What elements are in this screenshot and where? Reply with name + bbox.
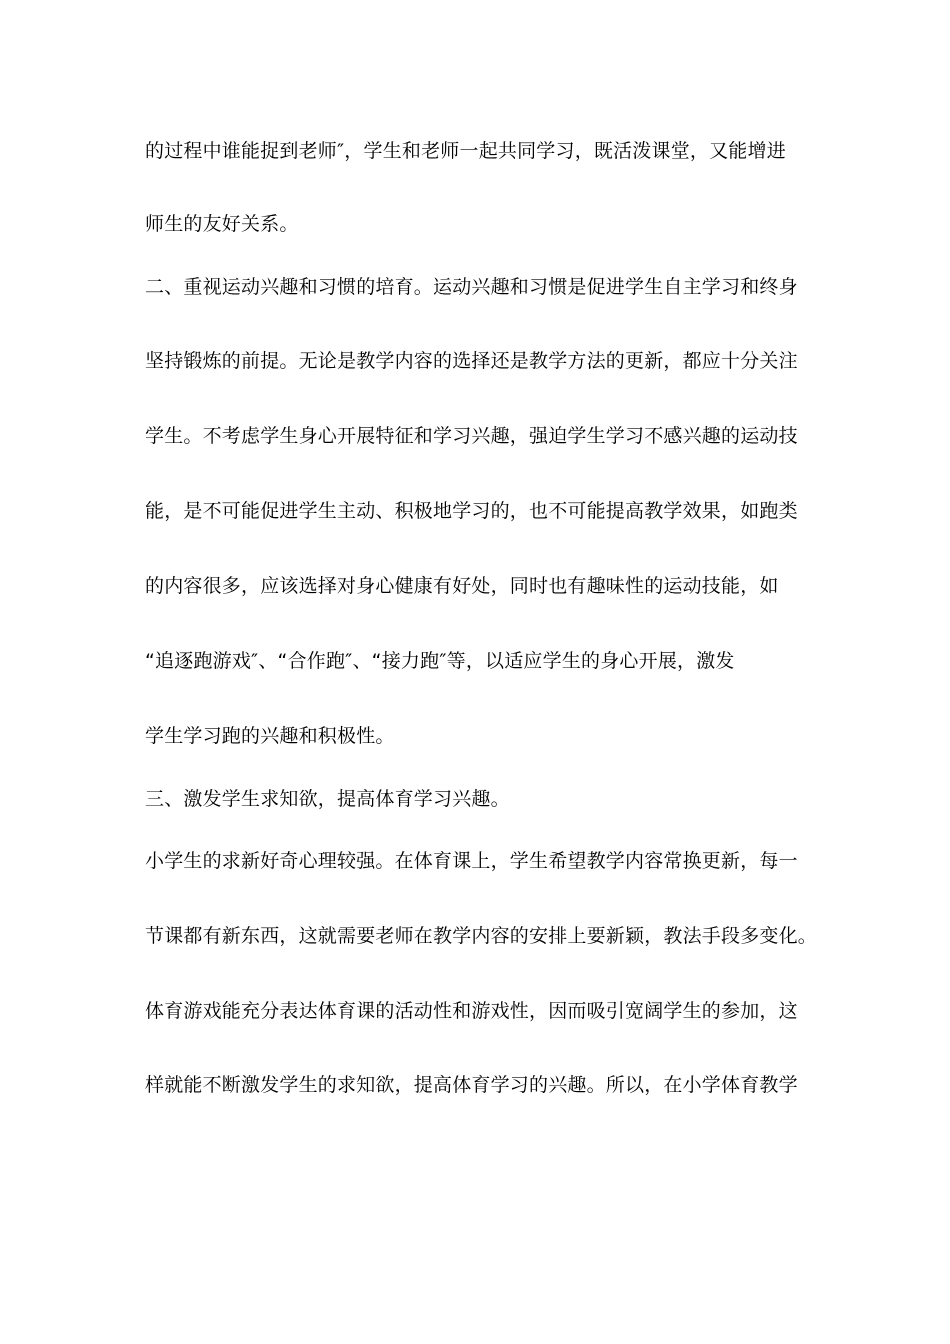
- text-line: 学生学习跑的兴趣和积极性。: [145, 725, 395, 747]
- text-line: 学生。不考虑学生身心开展特征和学习兴趣，强迫学生学习不感兴趣的运动技: [145, 425, 798, 447]
- text-line: 能，是不可能促进学生主动、积极地学习的，也不可能提高教学效果，如跑类: [145, 500, 798, 522]
- text-line: 小学生的求新好奇心理较强。在体育课上，学生希望教学内容常换更新，每一: [145, 850, 798, 872]
- text-line: 样就能不断激发学生的求知欲，提高体育学习的兴趣。所以，在小学体育教学: [145, 1074, 798, 1096]
- text-line: 节课都有新东西，这就需要老师在教学内容的安排上要新颖，教法手段多变化。: [145, 925, 818, 947]
- text-line: 体育游戏能充分表达体育课的活动性和游戏性，因而吸引宽阔学生的参加，这: [145, 1000, 798, 1022]
- text-line: “追逐跑游戏″、“合作跑″、“接力跑″等，以适应学生的身心开展，激发: [145, 650, 735, 672]
- section-heading-2: 二、重视运动兴趣和习惯的培育。运动兴趣和习惯是促进学生自主学习和终身: [145, 276, 798, 298]
- section-heading-3: 三、激发学生求知欲，提高体育学习兴趣。: [145, 788, 510, 810]
- text-line: 的过程中谁能捉到老师″，学生和老师一起共同学习，既活泼课堂，又能增进: [145, 140, 786, 162]
- text-line: 的内容很多，应该选择对身心健康有好处，同时也有趣味性的运动技能，如: [145, 575, 779, 597]
- text-line: 坚持锻炼的前提。无论是教学内容的选择还是教学方法的更新，都应十分关注: [145, 350, 798, 372]
- text-line: 师生的友好关系。: [145, 213, 299, 235]
